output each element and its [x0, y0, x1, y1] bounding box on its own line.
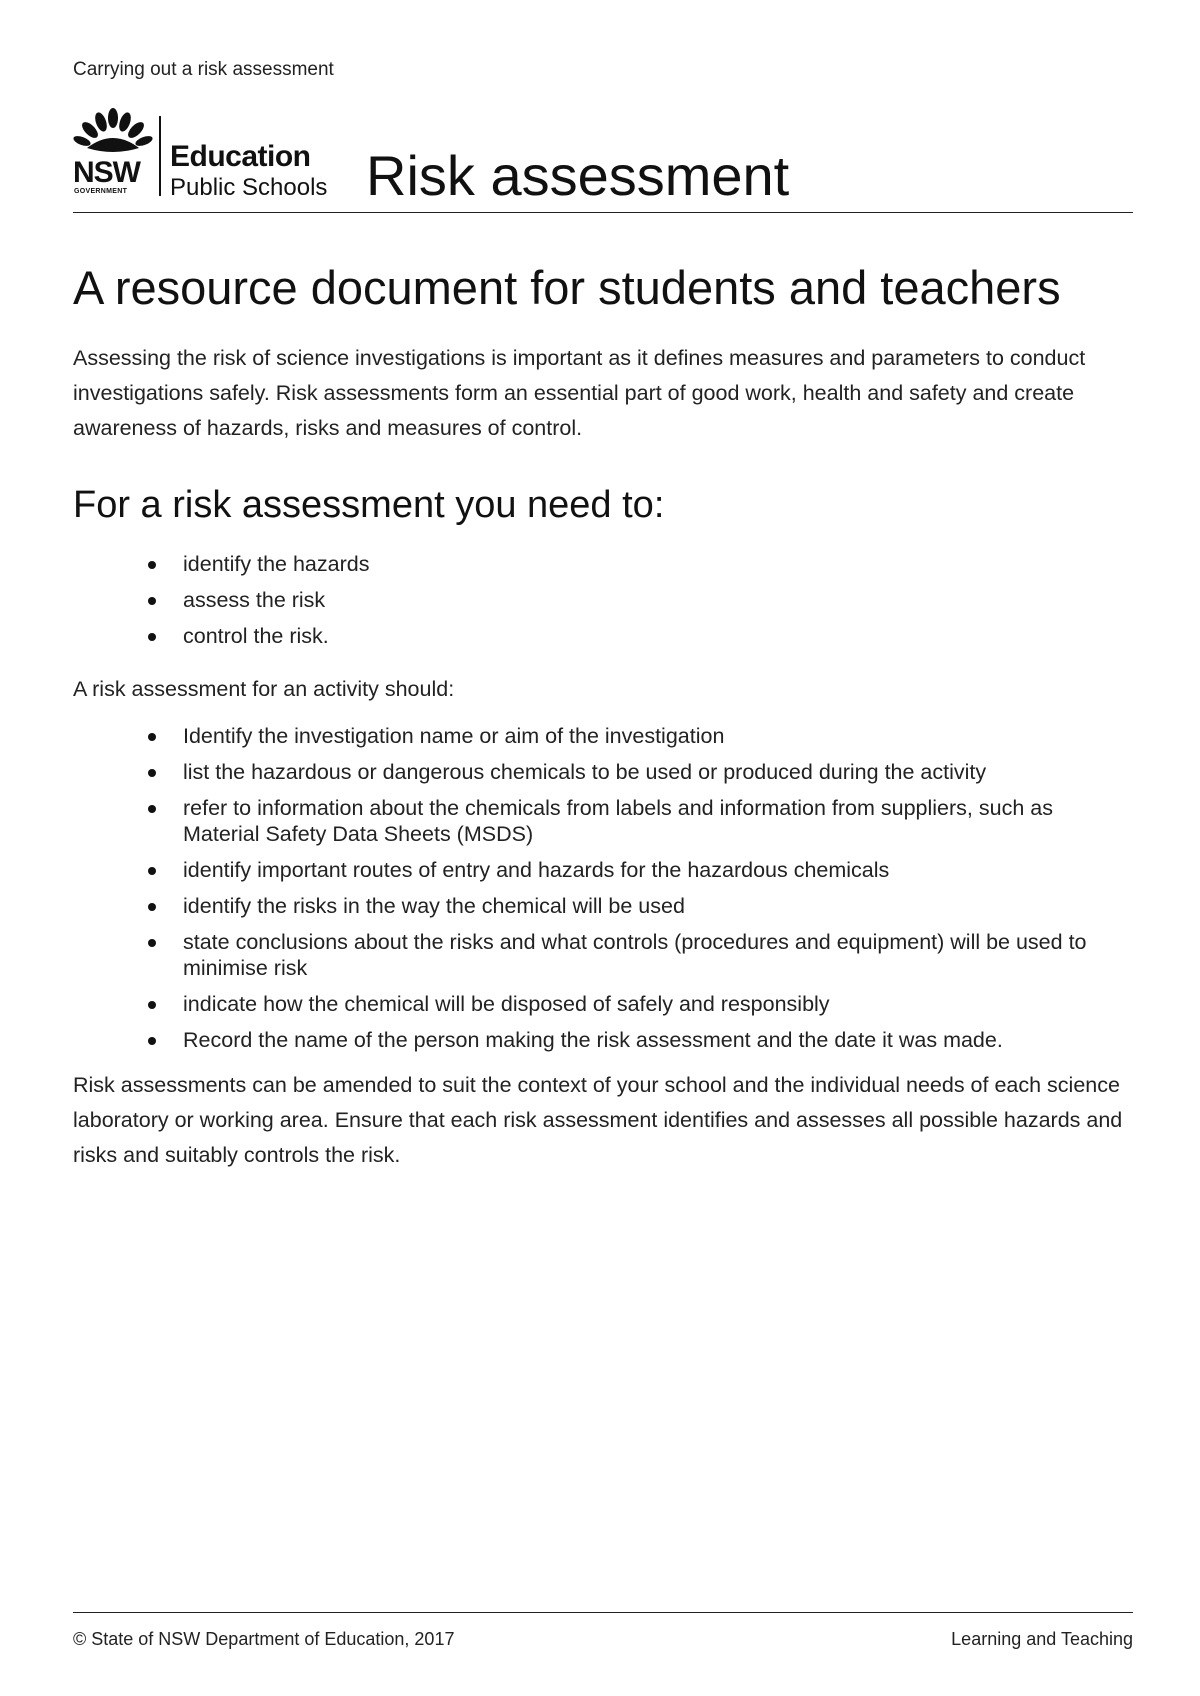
- closing-paragraph: Risk assessments can be amended to suit the context of your school and the individual needs of each science laboratory or working area. Ensure that each risk assessment identifies and assesses all possible hazards and risks and suitably controls the risk.: [73, 1073, 1123, 1167]
- bullet-icon: [148, 867, 156, 875]
- bullet-icon: [148, 805, 156, 813]
- list-item: state conclusions about the risks and what controls (procedures and equipment) will be used to minimise risk: [73, 929, 1133, 981]
- bullet-icon: [148, 733, 156, 741]
- bullet-icon: [148, 903, 156, 911]
- footer-section: Learning and Teaching: [951, 1629, 1133, 1649]
- page-heading: A resource document for students and teachers: [73, 261, 1061, 314]
- waratah-icon: [73, 108, 153, 156]
- bullet-icon: [148, 769, 156, 777]
- bullet-icon: [148, 561, 156, 569]
- list-item: indicate how the chemical will be disposed of safely and responsibly: [73, 991, 1133, 1017]
- masthead: [73, 108, 1133, 213]
- document-title: Risk assessment: [366, 144, 790, 207]
- logo-government-text: GOVERNMENT: [74, 188, 128, 195]
- list-item: identify important routes of entry and hazards for the hazardous chemicals: [73, 857, 1133, 883]
- bullet-icon: [148, 633, 156, 641]
- page-footer: [73, 1612, 1133, 1653]
- logo-public-schools-text: Public Schools: [170, 174, 328, 201]
- logo-divider: [159, 116, 161, 196]
- bullet-icon: [148, 597, 156, 605]
- footer-copyright: © State of NSW Department of Education, 2017: [73, 1629, 455, 1649]
- logo-education-text: Education: [170, 140, 311, 173]
- list-item: list the hazardous or dangerous chemicals to be used or produced during the activity: [73, 759, 1133, 785]
- list-item: control the risk.: [73, 623, 1133, 659]
- bullet-icon: [148, 1037, 156, 1045]
- list-item: refer to information about the chemicals from labels and information from suppliers, such as Material Safety Data Sheets (MSDS): [73, 795, 1133, 847]
- running-header: Carrying out a risk assessment: [73, 59, 334, 80]
- activity-list: [73, 723, 1133, 1063]
- bullet-icon: [148, 939, 156, 947]
- activity-lead: A risk assessment for an activity should:: [73, 677, 455, 701]
- list-item: assess the risk: [73, 587, 1133, 623]
- nsw-education-logo: [73, 108, 353, 201]
- logo-nsw-text: NSW: [73, 156, 140, 189]
- list-item: identify the risks in the way the chemical will be used: [73, 893, 1133, 919]
- steps-list: [73, 551, 1133, 659]
- intro-paragraph: Assessing the risk of science investigations is important as it defines measures and parameters to conduct investigations safely. Risk assessments form an essential part of good work, health and safety and create awareness of hazards, risks and measures of control.: [73, 346, 1086, 440]
- list-item: Record the name of the person making the risk assessment and the date it was made.: [73, 1027, 1133, 1053]
- list-item: identify the hazards: [73, 551, 1133, 587]
- list-item: Identify the investigation name or aim of the investigation: [73, 723, 1133, 749]
- bullet-icon: [148, 1001, 156, 1009]
- section-heading: For a risk assessment you need to:: [73, 484, 665, 526]
- document-page: [73, 0, 1133, 1696]
